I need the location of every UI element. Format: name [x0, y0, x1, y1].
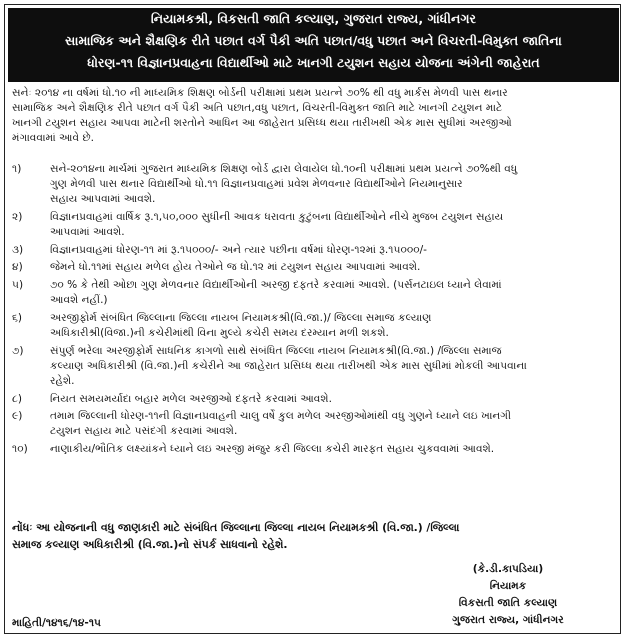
signatory-place: ગુજરાત રાજ્ય, ગાંધીનગર: [452, 614, 564, 626]
item-text: વિજ્ઞાનપ્રવાહમાં વાર્ષિક રૂ.૧,૫૦,૦૦૦ સુધીની આવક ધરાવતા કુટુંબના વિદ્યાર્થીઓને નીચે મુજબ ટયુશન સહાય: [50, 211, 504, 223]
reference-number: માહિતી/૧૪૧૬/૧૪-૧૫: [12, 617, 101, 629]
header-line-2: સામાજિક અને શૈક્ષણિક રીતે પછાત વર્ગ પૈકી અતિ પછાત/વધુ પછાત અને વિચરતી-વિમુક્ત જાતિના: [65, 33, 562, 48]
condition-item: [10, 344, 615, 390]
item-text: તમામ જિલ્લાની ધોરણ-૧૧ની વિજ્ઞાનપ્રવાહની ચાલુ વર્ષે કુલ મળેલ અરજીઓમાંથી વધુ ગુણને ધ્યાને લઇ ખાનગી: [50, 410, 512, 423]
item-number: ૬): [12, 311, 23, 324]
item-text: કલ્યાણ અધિકારીશ્રી (વિ.જા.)ની કચેરીને આ જાહેરાત પ્રસિધ્ધ થયા તારીખથી એક માસ સુધીમાં મોકલી આપવાના: [50, 359, 527, 372]
intro-paragraph: [12, 86, 615, 146]
item-text: આપવામાં આવશે.: [50, 226, 125, 239]
note-line: નોંધઃ આ યોજનાની વધુ જાણકારી માટે સંબંધિત જિલ્લાના જિલ્લા નાયબ નિયામકશ્રી (વિ.જા.) /જિલ્લા: [12, 521, 460, 534]
condition-item: [10, 260, 615, 275]
item-number: ૯): [12, 410, 23, 423]
item-number: ૫): [12, 278, 24, 291]
item-text: ટયુશન સહાય માટે પસંદગી કરવામાં આવશે.: [50, 425, 238, 438]
intro-line: ખાનગી ટયુશન સહાય આપવા માટેની શરતોને આધિન આ જાહેરાત પ્રસિધ્ધ થયા તારીખથી એક માસ સુધીમાં અરજીઓ: [12, 117, 512, 129]
intro-line: સનેઃ ૨૦૧૪ ના વર્ષમાં ધો.૧૦ ની માધ્યમિક શિક્ષણ બોર્ડની પરીક્ષામાં પ્રથમ પ્રયત્ને ૭૦% થી વધુ માર્કસ મેળવી પાસ થનાર: [12, 87, 508, 99]
note-line: સમાજ કલ્યાણ અધિકારીશ્રી (વિ.જા.)નો સંપર્ક સાધવાનો રહેશે.: [12, 538, 288, 551]
item-number: ૩): [12, 243, 24, 256]
item-text: અરજીફોર્મ સંબંધિત જિલ્લાના જિલ્લા નાયબ નિયામકશ્રી(વિ.જા.)/ જિલ્લા સમાજ કલ્યાણ: [50, 311, 432, 324]
condition-item: [10, 311, 615, 341]
item-number: ૭): [12, 344, 24, 357]
condition-item: [10, 442, 615, 457]
item-text: અધિકારીશ્રી(વિજા.)ની કચેરીમાંથી વિના મુલ્યે કચેરી સમય દરમ્યાન મળી શકશે.: [50, 326, 389, 339]
item-text: ગુણ મેળવી પાસ થનાર વિદ્યાર્થીઓ ધો.૧૧ વિજ્ઞાનપ્રવાહમાં પ્રવેશ મેળવનાર વિદ્યાર્થીઓને નિયમાનુસાર: [50, 178, 463, 191]
item-text: જેમને ધો.૧૧માં સહાય મળેલ હોય તેઓને જ ધો.૧૨ માં ટયુશન સહાય આપવામાં આવશે.: [50, 261, 421, 274]
item-text: સને-૨૦૧૪ના માર્ચમાં ગુજરાત માધ્યમિક શિક્ષણ બોર્ડ દ્વારા લેવાયેલ ધો.૧૦ની પરીક્ષામાં પ્રથમ પ્રયત્ને ૭૦%થી વધુ: [50, 163, 518, 175]
item-number: ૮): [12, 392, 22, 405]
item-text: રહેશે.: [50, 374, 75, 387]
item-text: નાણાકીય/ભૌતિક લક્ષ્યાંકને ધ્યાને લઇ અરજી મંજુર કરી જિલ્લા કચેરી મારફત સહાય ચુકવવામાં આવશે.: [50, 442, 495, 455]
condition-item: [10, 243, 615, 258]
condition-item: [10, 392, 615, 407]
note-paragraph: [12, 519, 615, 553]
condition-item: [10, 278, 615, 308]
header-line-3: ધોરણ-૧૧ વિજ્ઞાનપ્રવાહના વિદ્યાર્થીઓ માટે ખાનગી ટયુશન સહાય યોજના અંગેની જાહેરાત: [87, 55, 540, 70]
item-number: ૪): [12, 261, 23, 274]
condition-item: [10, 162, 615, 208]
signatory-name: (કે.ડી.કાપડિયા): [472, 563, 544, 575]
intro-line: સામાજિક અને શૈક્ષણિક રીતે પછાત વર્ગ પૈકી અતિ પછાત,વધુ પછાત, વિચરતી-વિમુક્ત જાતિ માટે ખાનગી ટયુશન માટે: [12, 102, 503, 114]
condition-item: [10, 409, 615, 439]
item-text: સંપુર્ણ ભરેલા અરજીફોર્મ સાધનિક કાગળો સાથે સંબંધિત જિલ્લા નાયબ નિયામકશ્રી(વિ.જા.) /જિલ્લા સમાજ: [50, 344, 502, 357]
notice-header: [8, 8, 619, 82]
signatory-department: વિકસતી જાતિ કલ્યાણ: [458, 597, 558, 609]
item-number: ૨): [12, 211, 23, 223]
item-text: ૭૦ % કે તેથી ઓછા ગુણ મેળવનાર વિદ્યાર્થીઓની અરજી દફતરે કરવામાં આવશે. (પર્સનટાઇલ ધ્યાને લેવામાં: [50, 278, 502, 291]
intro-line: મંગાવવામાં આવે છે.: [12, 132, 95, 144]
item-text: વિજ્ઞાનપ્રવાહમાં ધોરણ-૧૧ માં રૂ.૧૫૦૦૦/- અને ત્યાર પછીના વર્ષમાં ધોરણ-૧૨માં રૂ.૧૫૦૦૦/-: [50, 243, 427, 256]
condition-item: [10, 210, 615, 240]
item-text: નિયત સમયમર્યાદા બહાર મળેલ અરજીઓ દફતરે કરવામાં આવશે.: [50, 392, 332, 405]
signatory-title: નિયામક: [489, 580, 527, 592]
item-number: ૧): [12, 163, 22, 175]
signature-block: [396, 561, 620, 629]
header-line-1: નિયામકશ્રી, વિકસતી જાતિ કલ્યાણ, ગુજરાત રાજ્ય, ગાંધીનગર: [150, 11, 477, 26]
conditions-list: [10, 162, 615, 460]
item-number: ૧૦): [12, 442, 28, 455]
item-text: સહાય આપવામાં આવશે.: [50, 193, 156, 206]
item-text: આવશે નહીં.): [50, 294, 108, 307]
